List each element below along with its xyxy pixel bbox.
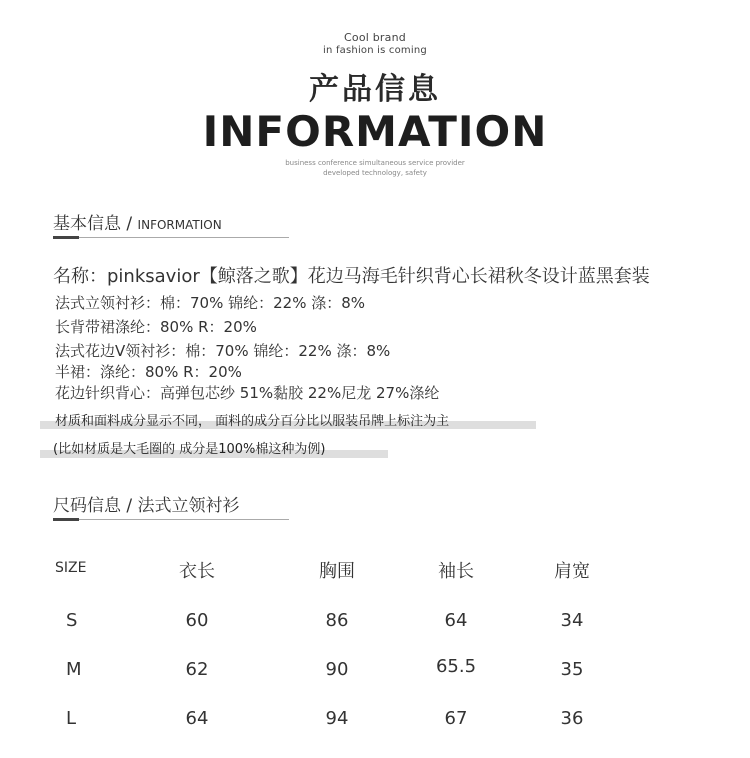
- bust-cell: 94: [325, 708, 349, 729]
- bust-cell: 86: [325, 610, 349, 631]
- composition-example-note: (比如材质是大毛圈的 成分是100%棉这种为例): [53, 442, 326, 457]
- composition-note: 材质和面料成分显示不同， 面料的成分百分比以服装吊牌上标注为主: [55, 414, 450, 429]
- length-cell: 60: [185, 610, 209, 631]
- basic-info-heading-cn: 基本信息 /: [53, 214, 138, 234]
- column-header-size: SIZE: [55, 560, 87, 576]
- material-line: 半裙：涤纶：80% R：20%: [55, 363, 242, 381]
- bust-cell: 90: [325, 659, 349, 680]
- section-divider: [53, 237, 289, 238]
- page-title-chinese: 产品信息: [309, 72, 441, 107]
- sleeve-cell: 64: [444, 610, 468, 631]
- tagline-line-2: in fashion is coming: [323, 45, 427, 56]
- basic-info-heading: [53, 209, 222, 234]
- sleeve-cell: 67: [444, 708, 468, 729]
- sleeve-cell: 65.5: [435, 656, 477, 677]
- shoulder-cell: 34: [560, 610, 584, 631]
- size-cell: L: [66, 708, 77, 729]
- page-title-english: INFORMATION: [202, 107, 548, 156]
- basic-info-heading-en: INFORMATION: [137, 218, 222, 232]
- length-cell: 62: [185, 659, 209, 680]
- section-divider: [53, 519, 289, 520]
- size-cell: S: [66, 610, 78, 631]
- length-cell: 64: [185, 708, 209, 729]
- material-line: 法式花边V领衬衫：棉：70% 锦纶：22% 涤：8%: [55, 342, 391, 360]
- subtitle-line-1: business conference simultaneous service provider: [285, 159, 465, 167]
- product-name: 名称：pinksavior【鲸落之歌】花边马海毛针织背心长裙秋冬设计蓝黑套装: [53, 266, 650, 287]
- material-line: 法式立领衬衫：棉：70% 锦纶：22% 涤：8%: [55, 294, 366, 312]
- material-line: 长背带裙涤纶：80% R：20%: [55, 318, 257, 336]
- column-header-sleeve: 袖长: [438, 561, 474, 582]
- shoulder-cell: 35: [560, 659, 584, 680]
- column-header-shoulder: 肩宽: [554, 561, 590, 582]
- column-header-length: 衣长: [179, 561, 215, 582]
- material-line: 花边针织背心：高弹包芯纱 51%黏胶 22%尼龙 27%涤纶: [55, 384, 440, 402]
- tagline-line-1: Cool brand: [344, 31, 406, 44]
- size-cell: M: [66, 659, 82, 680]
- size-info-heading: 尺码信息 / 法式立领衬衫: [53, 496, 240, 516]
- section-divider-accent: [53, 236, 79, 239]
- subtitle-line-2: developed technology, safety: [323, 169, 427, 177]
- column-header-bust: 胸围: [319, 561, 355, 582]
- section-divider-accent: [53, 518, 79, 521]
- shoulder-cell: 36: [560, 708, 584, 729]
